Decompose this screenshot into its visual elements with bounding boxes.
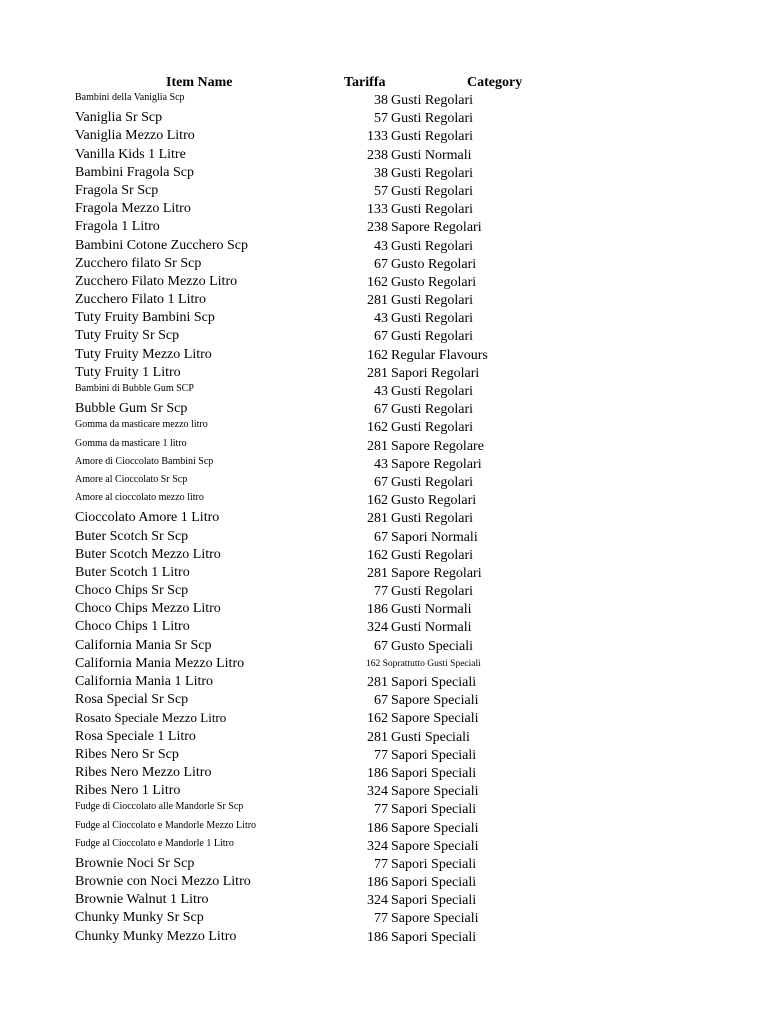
category-cell: Gusti Regolari (391, 402, 474, 418)
item-name-cell: Choco Chips Mezzo Litro (75, 601, 221, 617)
tariff-cell: 281 (367, 675, 388, 690)
tariff-cell: 43 (374, 456, 388, 472)
tariff-cell: 162 (367, 547, 388, 563)
tariff-cell: 67 (374, 693, 388, 709)
category-cell: Sapore Regolari (391, 565, 482, 581)
item-name-cell: Brownie con Noci Mezzo Litro (75, 874, 251, 890)
category-cell: Sapore Speciali (391, 838, 479, 854)
category-cell: Gusti Speciali (391, 729, 470, 745)
category-cell: Gusti Regolari (391, 293, 474, 309)
table-row (0, 291, 768, 309)
table-row (0, 127, 768, 145)
item-name-cell: California Mania Sr Scp (75, 637, 212, 653)
tariff-cell: 281 (367, 438, 388, 454)
category-cell: Sapori Regolari (391, 365, 480, 381)
table-row (0, 182, 768, 200)
table-row (0, 146, 768, 164)
table-row (0, 691, 768, 709)
table-row (0, 509, 768, 527)
category-cell: Sapore Speciali (391, 693, 479, 709)
table-row (0, 673, 768, 691)
tariff-cell: 43 (374, 311, 388, 327)
category-cell: Sapori Speciali (391, 802, 477, 818)
item-name-cell: Rosa Speciale 1 Litro (75, 728, 196, 744)
table-row (0, 819, 768, 837)
table-row (0, 928, 768, 946)
tariff-cell: 38 (374, 165, 388, 181)
tariff-cell: 324 (367, 893, 388, 909)
tariff-cell: 162 (367, 274, 388, 290)
category-cell: Gusti Regolari (391, 238, 474, 254)
category-cell: Gusti Regolari (391, 111, 474, 127)
tariff-cell: 38 (374, 93, 388, 108)
tariff-cell: 67 (374, 638, 388, 654)
item-table (0, 91, 768, 946)
category-cell: Gusti Regolari (391, 584, 474, 600)
tariff-cell: 162 (367, 711, 388, 727)
item-name-cell: Zucchero filato Sr Scp (75, 255, 202, 271)
category-cell: Gusti Regolari (391, 165, 474, 181)
tariff-cell: 281 (367, 293, 388, 309)
table-header (0, 74, 768, 92)
item-name-cell: Bambini della Vaniglia Scp (75, 92, 185, 103)
tariff-cell: 67 (374, 529, 388, 545)
table-row (0, 273, 768, 291)
item-name-cell: California Mania 1 Litro (75, 674, 214, 689)
category-cell: Gusto Speciali (391, 638, 474, 654)
table-row (0, 400, 768, 418)
category-cell: Gusti Normali (391, 602, 472, 618)
table-row (0, 491, 768, 509)
tariff-cell: 133 (367, 129, 388, 145)
item-name-cell: Bambini Cotone Zucchero Scp (75, 237, 249, 253)
tariff-cell: 324 (367, 838, 388, 854)
table-row (0, 728, 768, 746)
tariff-cell: 162 (367, 493, 388, 509)
tariff-cell: 77 (374, 584, 388, 600)
table-row (0, 582, 768, 600)
tariff-cell: 186 (367, 820, 388, 836)
item-name-cell: Ribes Nero Mezzo Litro (75, 764, 212, 780)
tariff-cell: 162 (367, 420, 388, 436)
category-cell: Sapori Speciali (391, 747, 477, 763)
category-cell: Gusti Regolari (391, 202, 474, 218)
category-cell: Sapore Regolare (391, 438, 484, 454)
tariff-cell: 281 (367, 565, 388, 581)
table-row (0, 473, 768, 491)
item-name-cell: Gomma da masticare 1 litro (75, 437, 187, 449)
table-row (0, 255, 768, 273)
tariff-cell: 162 (367, 347, 388, 363)
table-row (0, 437, 768, 455)
table-row (0, 164, 768, 182)
category-cell: Gusti Normali (391, 147, 472, 163)
category-cell: Sapore Speciali (391, 820, 479, 836)
table-row (0, 237, 768, 255)
table-row (0, 891, 768, 909)
tariff-cell: 324 (367, 620, 388, 636)
tariff-cell: 186 (367, 765, 388, 781)
item-name-cell: Bubble Gum Sr Scp (75, 401, 188, 417)
item-name-cell: Choco Chips 1 Litro (75, 619, 190, 635)
item-name-cell: Bambini di Bubble Gum SCP (75, 383, 194, 394)
item-name-cell: Buter Scotch Sr Scp (75, 528, 189, 544)
column-header-tariffa: Tariffa (344, 75, 386, 90)
table-row (0, 327, 768, 345)
tariff-cell: 77 (374, 856, 388, 872)
table-row (0, 855, 768, 873)
item-name-cell: Cioccolato Amore 1 Litro (75, 510, 220, 526)
item-name-cell: Fragola 1 Litro (75, 219, 160, 235)
tariff-cell: 77 (374, 747, 388, 763)
item-name-cell: Brownie Noci Sr Scp (75, 855, 195, 871)
tariff-cell: 57 (374, 111, 388, 127)
table-row (0, 218, 768, 236)
item-name-cell: Amore al Cioccolato Sr Scp (75, 473, 188, 485)
table-row (0, 655, 768, 673)
tariff-cell: 57 (374, 183, 388, 199)
item-name-cell: Fragola Sr Scp (75, 182, 159, 198)
table-row (0, 364, 768, 382)
tariff-cell: 77 (374, 911, 388, 927)
table-row (0, 546, 768, 564)
category-cell: Gusti Regolari (391, 93, 474, 108)
category-cell: Gusti Normali (391, 620, 472, 636)
table-row (0, 782, 768, 800)
category-cell: Sapore Speciali (391, 911, 479, 927)
category-cell: Gusti Regolari (391, 329, 474, 345)
table-row (0, 600, 768, 618)
item-name-cell: Bambini Fragola Scp (75, 164, 194, 180)
item-name-cell: Tuty Fruity Mezzo Litro (75, 346, 212, 362)
table-row (0, 837, 768, 855)
category-cell: Sapori Speciali (391, 856, 477, 872)
table-row (0, 382, 768, 400)
tariff-cell: 67 (374, 329, 388, 345)
table-row (0, 873, 768, 891)
tariff-cell: 324 (367, 784, 388, 800)
category-cell: Sapore Regolari (391, 456, 482, 472)
item-name-cell: Rosa Special Sr Scp (75, 692, 189, 708)
item-name-cell: Gomma da masticare mezzo litro (75, 419, 208, 431)
category-cell: Gusti Regolari (391, 129, 474, 145)
category-cell: Gusto Regolari (391, 256, 477, 272)
tariff-category-cell (366, 658, 481, 670)
column-header-category: Category (467, 75, 523, 90)
tariff-cell: 162 (366, 658, 381, 669)
tariff-cell: 281 (367, 365, 388, 381)
category-cell: Gusti Regolari (391, 547, 474, 563)
category-cell: Gusti Regolari (391, 511, 474, 527)
tariff-cell: 281 (367, 729, 388, 745)
item-name-cell: Zucchero Filato Mezzo Litro (75, 273, 238, 289)
table-row (0, 91, 768, 109)
table-row (0, 709, 768, 727)
item-name-cell: Tuty Fruity 1 Litro (75, 364, 181, 380)
tariff-cell: 133 (367, 202, 388, 218)
item-name-cell: Zucchero Filato 1 Litro (75, 292, 207, 308)
category-cell: Gusti Regolari (391, 474, 474, 490)
item-name-cell: Vaniglia Sr Scp (75, 110, 163, 126)
category-cell: Sapore Speciali (391, 711, 479, 727)
table-row (0, 109, 768, 127)
item-name-cell: Buter Scotch Mezzo Litro (75, 546, 221, 562)
table-row (0, 746, 768, 764)
item-name-cell: California Mania Mezzo Litro (75, 655, 245, 671)
item-name-cell: Tuty Fruity Bambini Scp (75, 310, 215, 326)
table-row (0, 528, 768, 546)
item-name-cell: Ribes Nero Sr Scp (75, 746, 179, 762)
table-row (0, 618, 768, 636)
table-row (0, 637, 768, 655)
tariff-cell: 43 (374, 238, 388, 254)
table-row (0, 200, 768, 218)
table-row (0, 800, 768, 818)
category-cell: Sapori Speciali (391, 875, 477, 891)
tariff-cell: 67 (374, 256, 388, 272)
category-cell: Gusto Regolari (391, 274, 477, 290)
category-cell: Sapore Speciali (391, 784, 479, 800)
table-row (0, 909, 768, 927)
tariff-cell: 186 (367, 602, 388, 618)
table-row (0, 764, 768, 782)
item-name-cell: Vanilla Kids 1 Litre (75, 146, 186, 162)
item-name-cell: Fudge di Cioccolato alle Mandorle Sr Scp (75, 801, 244, 813)
category-cell: Sapore Regolari (391, 220, 482, 236)
table-row (0, 455, 768, 473)
category-cell: Sapori Speciali (391, 929, 477, 945)
category-cell: Sapori Speciali (391, 675, 477, 690)
item-name-cell: Brownie Walnut 1 Litro (75, 892, 209, 908)
item-name-cell: Buter Scotch 1 Litro (75, 564, 190, 580)
item-name-cell: Amore al cioccolato mezzo litro (75, 492, 204, 504)
category-cell: Sapori Speciali (391, 893, 477, 909)
tariff-cell: 281 (367, 511, 388, 527)
column-header-item-name: Item Name (166, 75, 233, 90)
tariff-cell: 77 (374, 802, 388, 818)
table-row (0, 564, 768, 582)
category-cell: Sapori Normali (391, 529, 478, 545)
tariff-cell: 186 (367, 875, 388, 891)
category-cell: Soprattutto Gusti Speciali (382, 658, 481, 669)
tariff-cell: 238 (367, 220, 388, 236)
item-name-cell: Choco Chips Sr Scp (75, 583, 189, 599)
tariff-cell: 186 (367, 929, 388, 945)
item-name-cell: Chunky Munky Mezzo Litro (75, 928, 237, 944)
item-name-cell: Fudge al Cioccolato e Mandorle 1 Litro (75, 837, 234, 849)
category-cell: Regular Flavours (391, 347, 488, 363)
category-cell: Gusti Regolari (391, 384, 474, 399)
item-name-cell: Tuty Fruity Sr Scp (75, 328, 180, 344)
table-row (0, 418, 768, 436)
table-row (0, 309, 768, 327)
tariff-cell: 43 (374, 384, 388, 399)
category-cell: Gusto Regolari (391, 493, 477, 509)
table-row (0, 346, 768, 364)
item-name-cell: Ribes Nero 1 Litro (75, 783, 181, 799)
tariff-cell: 238 (367, 147, 388, 163)
item-name-cell: Rosato Speciale Mezzo Litro (75, 710, 227, 726)
category-cell: Sapori Speciali (391, 765, 477, 781)
item-name-cell: Vaniglia Mezzo Litro (75, 128, 195, 144)
item-name-cell: Amore di Cioccolato Bambini Scp (75, 455, 214, 467)
category-cell: Gusti Regolari (391, 183, 474, 199)
item-name-cell: Chunky Munky Sr Scp (75, 910, 204, 926)
category-cell: Gusti Regolari (391, 420, 474, 436)
item-name-cell: Fudge al Cioccolato e Mandorle Mezzo Litro (75, 819, 257, 831)
item-name-cell: Fragola Mezzo Litro (75, 201, 191, 217)
category-cell: Gusti Regolari (391, 311, 474, 327)
tariff-cell: 67 (374, 402, 388, 418)
tariff-cell: 67 (374, 474, 388, 490)
